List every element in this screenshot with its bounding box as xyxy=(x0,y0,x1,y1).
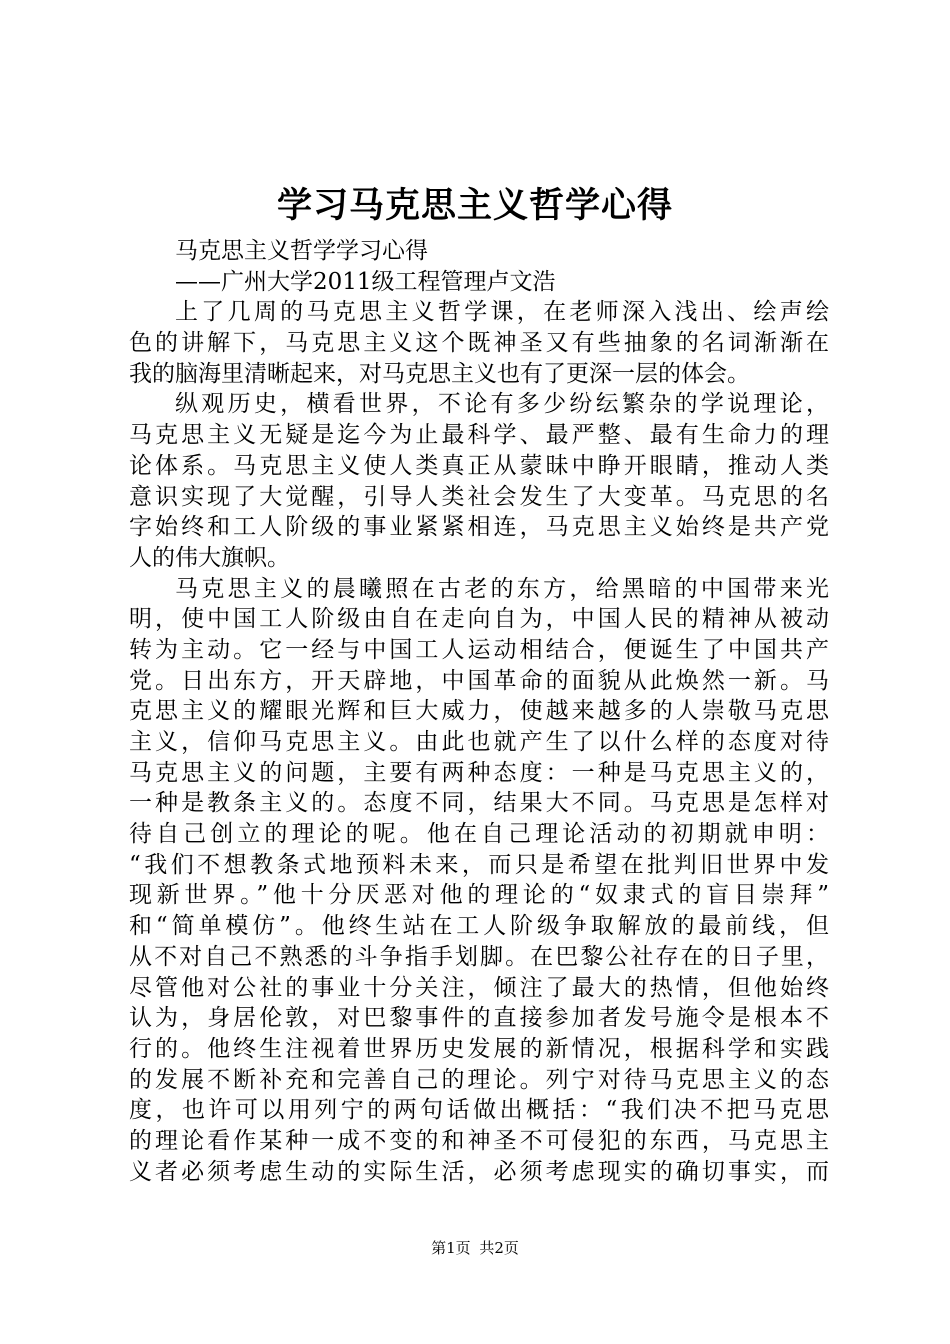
text-line: 意识实现了大觉醒，引导人类社会发生了大变革。马克思的名 xyxy=(129,483,829,510)
paragraph-2 xyxy=(129,389,829,573)
text-line: 论体系。马克思主义使人类真正从蒙昧中睁开眼睛，推动人类 xyxy=(129,452,829,479)
page-number: 第1页 xyxy=(431,1239,471,1257)
document-title: 学习马克思主义哲学心得 xyxy=(276,185,673,226)
text-line: 党。日出东方，开天辟地，中国革命的面貌从此焕然一新。马 xyxy=(129,667,829,694)
text-line: 主义，信仰马克思主义。由此也就产生了以什么样的态度对待 xyxy=(129,729,829,755)
text-line: 从不对自己不熟悉的斗争指手划脚。在巴黎公社存在的日子里， xyxy=(129,943,829,970)
text-line: 字始终和工人阶级的事业紧紧相连，马克思主义始终是共产党 xyxy=(129,514,829,541)
author-line: ——广州大学2011级工程管理卢文浩 xyxy=(175,268,556,295)
document-body xyxy=(129,236,829,1187)
document-subtitle: 马克思主义哲学学习心得 xyxy=(175,238,428,264)
text-line: 色的讲解下，马克思主义这个既神圣又有些抽象的名词渐渐在 xyxy=(129,330,829,357)
text-line: 的理论看作某种一成不变的和神圣不可侵犯的东西，马克思主 xyxy=(129,1127,829,1154)
text-line: 我的脑海里清晰起来，对马克思主义也有了更深一层的体会。 xyxy=(129,360,750,387)
text-line: 人的伟大旗帜。 xyxy=(129,544,290,571)
text-line: 的发展不断补充和完善自己的理论。列宁对待马克思主义的态 xyxy=(129,1066,829,1093)
text-line: 明，使中国工人阶级由自在走向自为，中国人民的精神从被动 xyxy=(129,606,829,633)
text-line: 度，也许可以用列宁的两句话做出概括：“我们决不把马克思 xyxy=(129,1097,829,1124)
paragraph-3 xyxy=(129,574,829,1188)
text-line: 马克思主义的晨曦照在古老的东方，给黑暗的中国带来光 xyxy=(175,575,829,602)
text-line: 上了几周的马克思主义哲学课，在老师深入浅出、绘声绘 xyxy=(175,299,829,326)
text-line: 现新世界。”他十分厌恶对他的理论的“奴隶式的盲目崇拜” xyxy=(129,882,829,909)
text-line: “我们不想教条式地预料未来，而只是希望在批判旧世界中发 xyxy=(129,851,829,878)
text-line: 待自己创立的理论的呢。他在自己理论活动的初期就申明： xyxy=(129,821,829,848)
text-line: 行的。他终生注视着世界历史发展的新情况，根据科学和实践 xyxy=(129,1035,829,1062)
page-total: 共2页 xyxy=(479,1239,519,1257)
text-line: 一种是教条主义的。态度不同，结果大不同。马克思是怎样对 xyxy=(129,790,829,817)
text-line: 纵观历史，横看世界，不论有多少纷纭繁杂的学说理论， xyxy=(175,391,829,418)
text-line: 义者必须考虑生动的实际生活，必须考虑现实的确切事实，而 xyxy=(129,1158,829,1185)
text-line: 认为，身居伦敦，对巴黎事件的直接参加者发号施令是根本不 xyxy=(129,1005,829,1032)
text-line: 转为主动。它一经与中国工人运动相结合，便诞生了中国共产 xyxy=(129,636,829,663)
text-line: 尽管他对公社的事业十分关注，倾注了最大的热情，但他始终 xyxy=(129,974,829,1001)
paragraph-1 xyxy=(129,297,829,389)
text-line: 克思主义的耀眼光辉和巨大威力，使越来越多的人崇敬马克思 xyxy=(129,698,829,725)
text-line: 马克思主义的问题，主要有两种态度：一种是马克思主义的， xyxy=(129,759,829,786)
page-footer xyxy=(0,1237,950,1259)
text-line: 和“简单模仿”。他终生站在工人阶级争取解放的最前线，但 xyxy=(129,913,829,940)
text-line: 马克思主义无疑是迄今为止最科学、最严整、最有生命力的理 xyxy=(129,422,829,449)
